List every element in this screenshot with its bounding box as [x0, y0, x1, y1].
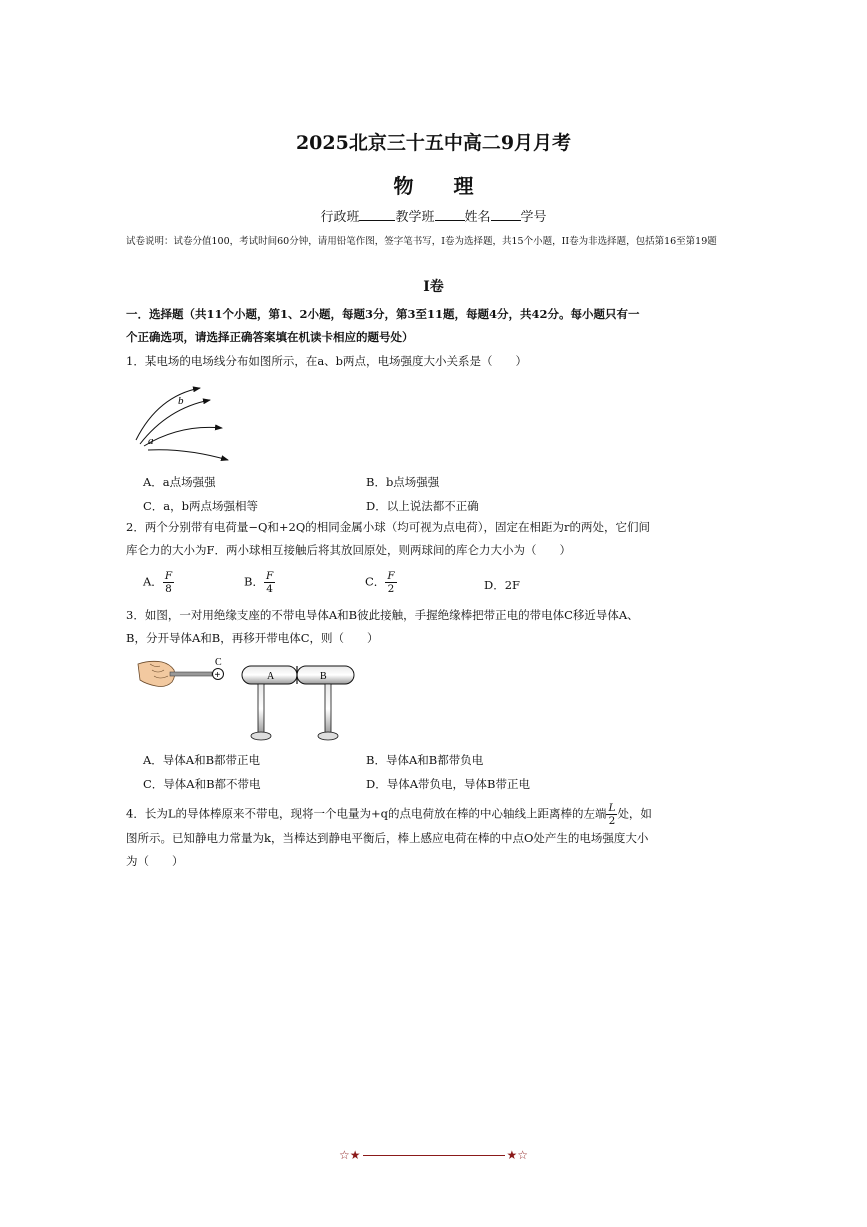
- q3-option-c[interactable]: C．导体A和B都不带电: [143, 777, 261, 791]
- field-line-4: [148, 450, 228, 460]
- q1-option-c[interactable]: C．a，b两点场强相等: [143, 499, 259, 513]
- point-a-label: a: [148, 435, 154, 447]
- q2-line-1: 2．两个分别带有电荷量−Q和+2Q的相同金属小球（均可视为点电荷），固定在相距为r的两处，它们间: [126, 520, 651, 534]
- name-label: 姓名: [464, 210, 491, 225]
- q2-option-c[interactable]: C． $\frac{F}{2}$: [365, 570, 395, 595]
- insulating-rod: [170, 672, 212, 676]
- q3-option-d[interactable]: D．导体A带负电，导体B带正电: [366, 777, 530, 791]
- class-admin-blank[interactable]: [359, 208, 395, 221]
- page-footer: [0, 1148, 867, 1162]
- q2-line-2: 库仑力的大小为F．两小球相互接触后将其放回原处，则两球间的库仑力大小为（ ）: [126, 543, 571, 557]
- plus-sign: +: [214, 670, 221, 681]
- q1-option-d[interactable]: D．以上说法都不正确: [366, 499, 479, 513]
- question-4: [126, 802, 696, 873]
- part1-line-2: 个正确选项，请选择正确答案填在机读卡相应的题号处）: [126, 330, 414, 344]
- subject-title: 物理: [393, 174, 514, 198]
- part1-instructions: [126, 303, 696, 349]
- q2-option-b[interactable]: B． $\frac{F}{4}$: [244, 570, 274, 595]
- q2-option-d[interactable]: D．2F: [484, 578, 521, 592]
- field-line-1: [136, 388, 200, 440]
- q2-b-fraction: $\frac{F}{4}$: [265, 570, 274, 595]
- q4-fraction: $\frac{L}{2}$: [608, 802, 616, 827]
- exam-title: 2025北京三十五中高二9月月考: [295, 132, 572, 154]
- electric-field-figure: [130, 382, 240, 467]
- class-teach-label: 教学班: [395, 210, 435, 225]
- question-3: [126, 604, 686, 650]
- part1-line-1: 一．选择题（共11个小题，第1、2小题，每题3分，第3至11题，每题4分，共42分。每小题只有一: [126, 307, 640, 321]
- q4-line-3: 为（ ）: [126, 854, 184, 868]
- class-teach-blank[interactable]: [435, 208, 465, 221]
- student-info-line: [0, 206, 867, 225]
- field-line-3: [144, 427, 222, 446]
- point-b-label: b: [178, 395, 184, 407]
- q3-line-1: 3．如图，一对用绝缘支座的不带电导体A和B彼此接触，手握绝缘棒把带正电的带电体C移近导体A、: [126, 608, 639, 622]
- stand-a-base: [251, 732, 271, 740]
- class-admin-label: 行政班: [320, 210, 360, 225]
- q3-line-2: B，分开导体A和B，再移开带电体C，则（ ）: [126, 631, 379, 645]
- student-id-label: 学号: [520, 210, 547, 225]
- footer-stars-left: ☆★: [338, 1148, 361, 1162]
- q4-line-1: 4．长为L的导体棒原来不带电，现将一个电量为+q的点电荷放在棒的中心轴线上距离棒的左端 $\frac{L}{2}$ 处，如: [126, 802, 652, 827]
- hand-icon: [138, 661, 175, 686]
- q2-c-fraction: $\frac{F}{2}$: [387, 570, 395, 595]
- footer-stars-right: ★☆: [506, 1148, 529, 1162]
- q3-option-b[interactable]: B．导体A和B都带负电: [366, 753, 484, 767]
- stand-a-pole: [258, 684, 264, 734]
- question-1: [126, 350, 686, 373]
- label-c: C: [215, 657, 222, 668]
- stand-b-pole: [325, 684, 331, 734]
- exam-note: 试卷说明：试卷分值100，考试时间60分钟，请用铅笔作图，签字笔书写，I卷为选择题，共15个小题，II卷为非选择题，包括第16至第19题: [126, 236, 717, 247]
- label-a: A: [267, 671, 275, 682]
- q2-option-a[interactable]: A． $\frac{F}{8}$: [143, 570, 173, 595]
- q1-option-a[interactable]: A．a点场强强: [143, 475, 216, 489]
- q2-a-fraction: $\frac{F}{8}$: [164, 570, 173, 595]
- stand-b-base: [318, 732, 338, 740]
- question-2: [126, 516, 686, 562]
- conductor-figure: [136, 656, 366, 744]
- footer-divider: [363, 1155, 505, 1156]
- q3-option-a[interactable]: A．导体A和B都带正电: [143, 753, 261, 767]
- name-blank[interactable]: [491, 208, 521, 221]
- label-b: B: [320, 671, 327, 682]
- section-title: I卷: [423, 279, 444, 295]
- q1-stem: 1．某电场的电场线分布如图所示，在a、b两点，电场强度大小关系是（ ）: [126, 354, 528, 368]
- q4-line-2: 图所示。已知静电力常量为k，当棒达到静电平衡后，棒上感应电荷在棒的中点O处产生的电场强度大小: [126, 831, 649, 845]
- q1-option-b[interactable]: B．b点场强强: [366, 475, 440, 489]
